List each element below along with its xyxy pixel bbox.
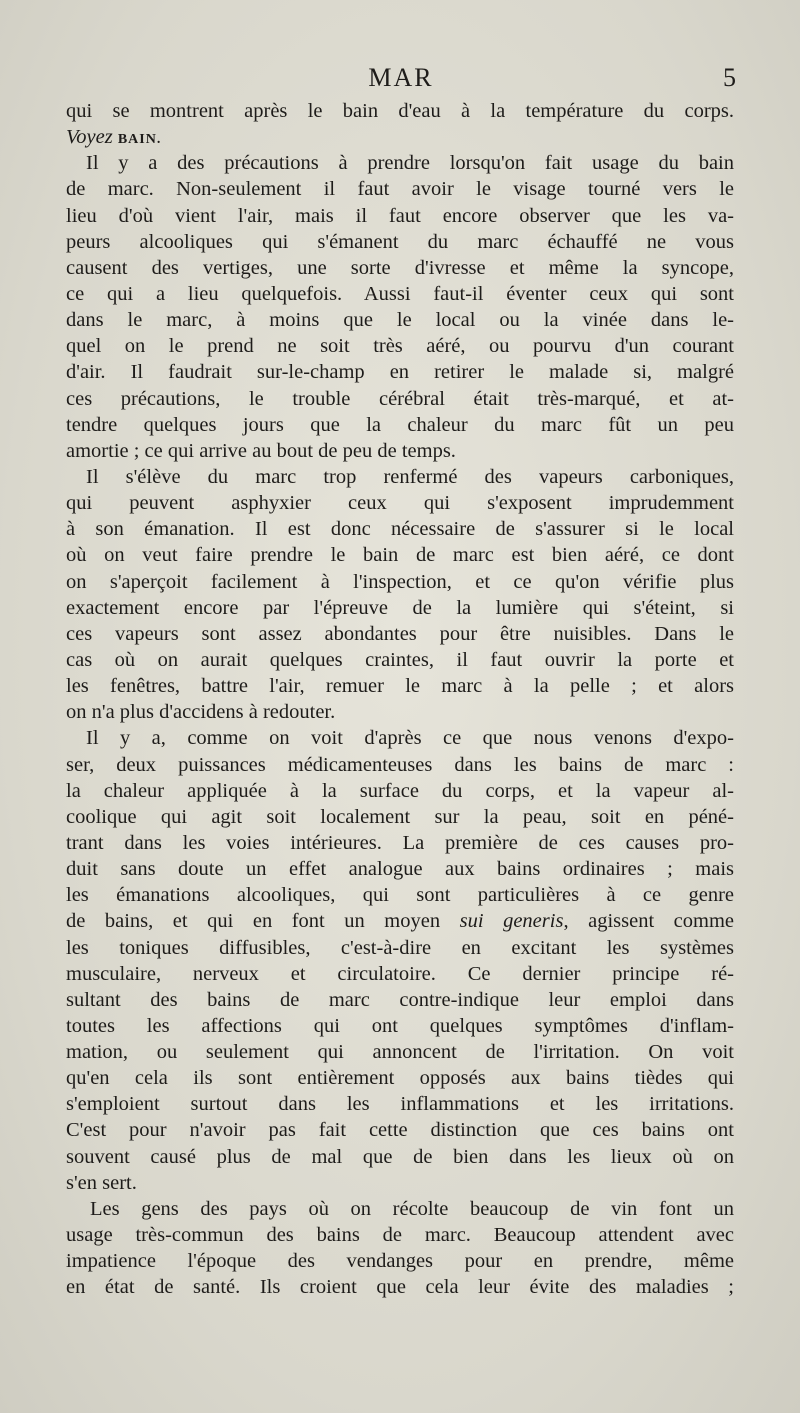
text-line: musculaire, nerveux et circulatoire. Ce dernier principe ré- <box>66 962 734 985</box>
text-line: causent des vertiges, une sorte d'ivresse et même la syncope, <box>66 256 734 279</box>
text-line: qu'en cela ils sont entièrement opposés aux bains tièdes qui <box>66 1067 734 1090</box>
text-line: la chaleur appliquée à la surface du corps, et la vapeur al- <box>66 779 734 802</box>
text-line: toutes les affections qui ont quelques symptômes d'inflam- <box>66 1014 734 1037</box>
text-line: quel on le prend ne soit très aéré, ou pourvu d'un courant <box>66 335 734 358</box>
text-line: s'emploient surtout dans les inflammations et les irritations. <box>66 1093 734 1116</box>
text-line: les toniques diffusibles, c'est-à-dire en excitant les systèmes <box>66 936 734 959</box>
text-fragment: de bains, et qui en font un moyen <box>66 910 441 933</box>
text-line: s'en sert. <box>66 1171 137 1194</box>
text-line: Il y a des précautions à prendre lorsqu'on fait usage du bain <box>86 152 734 175</box>
text-line <box>66 908 734 934</box>
text-line: où on veut faire prendre le bain de marc est bien aéré, ce dont <box>66 544 734 567</box>
text-line: trant dans les voies intérieures. La première de ces causes pro- <box>66 831 734 854</box>
text-line: les fenêtres, battre l'air, remuer le marc à la pelle ; et alors <box>66 675 734 698</box>
text-line: on s'aperçoit facilement à l'inspection, et ce qu'on vérifie plus <box>66 570 734 593</box>
text-line: ser, deux puissances médicamenteuses dans les bains de marc : <box>66 753 734 776</box>
text-line: les émanations alcooliques, qui sont particulières à ce genre <box>66 884 734 907</box>
cross-reference: BAIN. <box>117 132 162 148</box>
text-line: duit sans doute un effet analogue aux bains ordinaires ; mais <box>66 858 734 881</box>
text-line: tendre quelques jours que la chaleur du marc fût un peu <box>66 413 734 436</box>
text-line: en état de santé. Ils croient que cela leur évite des maladies ; <box>66 1276 734 1299</box>
text-line: mation, ou seulement qui annoncent de l'irritation. On voit <box>66 1041 734 1064</box>
page-number: 5 <box>723 63 736 92</box>
text-line: Les gens des pays où on récolte beaucoup de vin font un <box>90 1197 734 1220</box>
text-line: dans le marc, à moins que le local ou la vinée dans le- <box>66 309 734 332</box>
body-text <box>66 98 734 1300</box>
text-line: coolique qui agit soit localement sur la peau, soit en péné- <box>66 805 734 828</box>
text-line: Il s'élève du marc trop renfermé des vapeurs carboniques, <box>86 465 734 488</box>
text-line: usage très-commun des bains de marc. Beaucoup attendent avec <box>66 1224 734 1247</box>
latin-phrase: sui generis <box>459 910 564 933</box>
text-line: on n'a plus d'accidens à redouter. <box>66 701 336 724</box>
text-line: lieu d'où vient l'air, mais il faut encore observer que les va- <box>66 204 734 227</box>
text-line: C'est pour n'avoir pas fait cette distinction que ces bains ont <box>66 1119 734 1142</box>
text-line: sultant des bains de marc contre-indique leur emploi dans <box>66 988 734 1011</box>
see-also-label: Voyez <box>66 126 113 149</box>
text-line: Il y a, comme on voit d'après ce que nous venons d'expo- <box>86 727 734 750</box>
text-line: peurs alcooliques qui s'émanent du marc échauffé ne vous <box>66 230 734 253</box>
text-line: d'air. Il faudrait sur-le-champ en retirer le malade si, malgré <box>66 361 734 384</box>
text-fragment: , agissent comme <box>563 910 734 933</box>
text-line: qui se montrent après le bain d'eau à la température du corps. <box>66 100 734 122</box>
running-head: MAR <box>368 63 434 92</box>
text-line: qui peuvent asphyxier ceux qui s'exposent imprudemment <box>66 492 734 515</box>
text-line: à son émanation. Il est donc nécessaire de s'assurer si le local <box>66 518 734 541</box>
text-line: souvent causé plus de mal que de bien dans les lieux où on <box>66 1145 734 1168</box>
page-header <box>66 58 736 98</box>
text-line: impatience l'époque des vendanges pour en prendre, même <box>66 1250 734 1273</box>
text-line: de marc. Non-seulement il faut avoir le visage tourné vers le <box>66 178 734 201</box>
text-line <box>66 124 734 150</box>
text-line: ces vapeurs sont assez abondantes pour être nuisibles. Dans le <box>66 622 734 645</box>
text-line: cas où on aurait quelques craintes, il faut ouvrir la porte et <box>66 648 734 671</box>
text-line: ces précautions, le trouble cérébral était très-marqué, et at- <box>66 387 734 410</box>
text-line: amortie ; ce qui arrive au bout de peu de temps. <box>66 439 456 462</box>
text-line: exactement encore par l'épreuve de la lumière qui s'éteint, si <box>66 596 734 619</box>
text-line: ce qui a lieu quelquefois. Aussi faut-il éventer ceux qui sont <box>66 282 734 305</box>
